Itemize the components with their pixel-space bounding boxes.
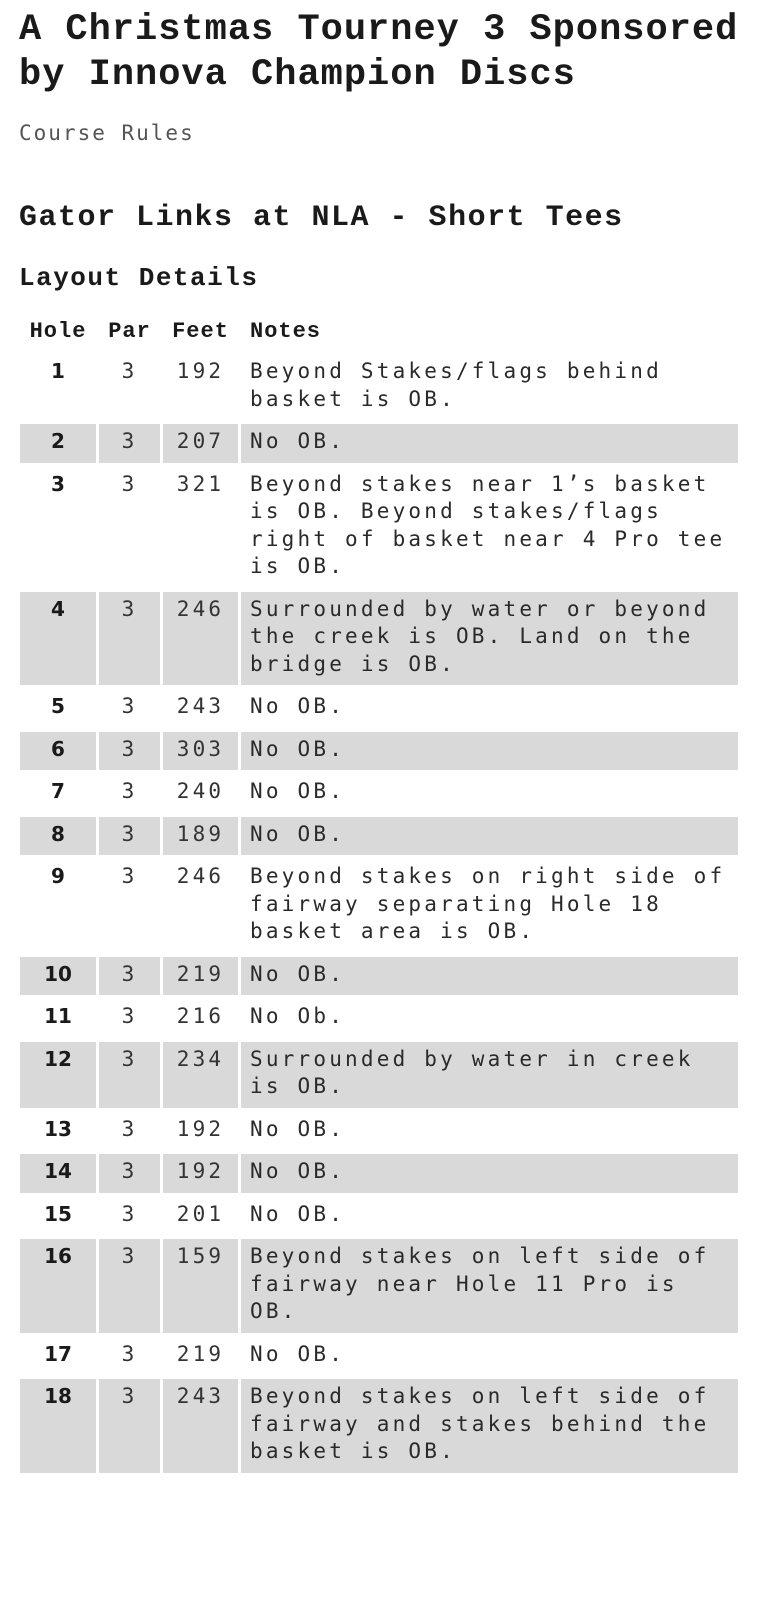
table-row [20, 1239, 738, 1333]
notes-cell: Beyond Stakes/flags behind basket is OB. [250, 359, 662, 411]
notes-cell: No OB. [241, 1154, 738, 1193]
page-subtitle: Course Rules [19, 121, 195, 145]
table-row [20, 1197, 738, 1236]
par-cell: 3 [121, 359, 138, 383]
rules-page [0, 3, 764, 1477]
feet-cell: 216 [176, 1004, 225, 1028]
notes-cell: No OB. [250, 1116, 346, 1141]
par-cell: 3 [99, 424, 160, 463]
par-cell: 3 [121, 864, 138, 888]
hole-number-cell: 10 [20, 957, 96, 996]
layout-table [17, 311, 741, 1477]
table-row [20, 774, 738, 813]
notes-cell: No OB. [250, 1341, 346, 1366]
par-cell: 3 [99, 1154, 160, 1193]
notes-cell: No OB. [241, 817, 738, 856]
feet-cell: 192 [176, 1116, 225, 1141]
par-cell: 3 [121, 1201, 138, 1226]
feet-column-header: Feet [172, 319, 229, 344]
feet-cell: 192 [163, 1154, 238, 1193]
feet-cell: 246 [163, 592, 238, 686]
hole-number-cell: 17 [44, 1341, 72, 1366]
table-row [20, 689, 738, 728]
notes-cell: Beyond stakes near 1’s basket is OB. Beyond stakes/flags right of basket near 4 Pro tee is OB. [250, 471, 726, 578]
feet-cell: 303 [163, 732, 238, 771]
feet-cell: 243 [163, 1379, 238, 1473]
hole-number-cell: 7 [51, 779, 65, 803]
notes-column-header: Notes [250, 319, 322, 344]
table-header-row [20, 315, 738, 350]
par-cell: 3 [121, 1116, 138, 1141]
table-row [20, 999, 738, 1038]
feet-cell: 240 [176, 779, 225, 803]
table-row [20, 592, 738, 686]
par-cell: 3 [99, 732, 160, 771]
feet-cell: 201 [176, 1201, 225, 1226]
hole-number-cell: 5 [51, 694, 65, 718]
hole-number-cell: 15 [44, 1201, 72, 1226]
feet-cell: 189 [163, 817, 238, 856]
hole-number-cell: 8 [20, 817, 96, 856]
par-cell: 3 [121, 779, 138, 803]
par-cell: 3 [121, 1341, 138, 1366]
notes-cell: Beyond stakes on left side of fairway and stakes behind the basket is OB. [241, 1379, 738, 1473]
hole-number-cell: 1 [51, 359, 65, 383]
feet-cell: 219 [163, 957, 238, 996]
feet-cell: 159 [163, 1239, 238, 1333]
hole-number-cell: 12 [20, 1042, 96, 1108]
course-name: Gator Links at NLA - Short Tees [19, 201, 624, 235]
notes-cell: Surrounded by water or beyond the creek is OB. Land on the bridge is OB. [241, 592, 738, 686]
hole-number-cell: 16 [20, 1239, 96, 1333]
table-row [20, 817, 738, 856]
table-body [20, 354, 738, 1473]
hole-number-cell: 18 [20, 1379, 96, 1473]
table-row [20, 1337, 738, 1376]
table-row [20, 1379, 738, 1473]
table-row [20, 732, 738, 771]
hole-column-header: Hole [29, 319, 87, 344]
par-cell: 3 [121, 1004, 138, 1028]
table-row [20, 859, 738, 953]
layout-details-heading: Layout Details [19, 263, 259, 293]
hole-number-cell: 3 [51, 471, 65, 496]
hole-number-cell: 14 [20, 1154, 96, 1193]
table-row [20, 467, 738, 588]
notes-cell: No Ob. [250, 1004, 346, 1028]
par-cell: 3 [99, 1379, 160, 1473]
par-cell: 3 [99, 957, 160, 996]
hole-number-cell: 13 [44, 1116, 72, 1141]
hole-number-cell: 4 [20, 592, 96, 686]
table-row [20, 424, 738, 463]
hole-number-cell: 11 [44, 1004, 72, 1028]
feet-cell: 234 [163, 1042, 238, 1108]
par-cell: 3 [99, 592, 160, 686]
notes-cell: Beyond stakes on right side of fairway separating Hole 18 basket area is OB. [250, 864, 726, 943]
hole-number-cell: 9 [51, 864, 65, 888]
notes-cell: No OB. [241, 957, 738, 996]
notes-cell: Beyond stakes on left side of fairway near Hole 11 Pro is OB. [241, 1239, 738, 1333]
notes-cell: No OB. [241, 424, 738, 463]
par-cell: 3 [99, 1239, 160, 1333]
hole-number-cell: 2 [20, 424, 96, 463]
par-cell: 3 [121, 471, 138, 496]
feet-cell: 243 [176, 694, 225, 718]
notes-cell: No OB. [250, 1201, 346, 1226]
par-cell: 3 [99, 817, 160, 856]
hole-number-cell: 6 [20, 732, 96, 771]
feet-cell: 219 [176, 1341, 225, 1366]
table-row [20, 1154, 738, 1193]
feet-cell: 321 [176, 471, 225, 496]
par-cell: 3 [99, 1042, 160, 1108]
par-cell: 3 [121, 694, 138, 718]
event-title: A Christmas Tourney 3 Sponsored by Innova Champion Discs [19, 9, 739, 96]
notes-cell: No OB. [241, 732, 738, 771]
feet-cell: 192 [176, 359, 225, 383]
table-row [20, 1112, 738, 1151]
feet-cell: 207 [163, 424, 238, 463]
notes-cell: No OB. [250, 779, 346, 803]
table-row [20, 1042, 738, 1108]
feet-cell: 246 [176, 864, 225, 888]
par-column-header: Par [108, 319, 151, 344]
table-row [20, 354, 738, 420]
table-row [20, 957, 738, 996]
notes-cell: No OB. [250, 694, 346, 718]
notes-cell: Surrounded by water in creek is OB. [241, 1042, 738, 1108]
